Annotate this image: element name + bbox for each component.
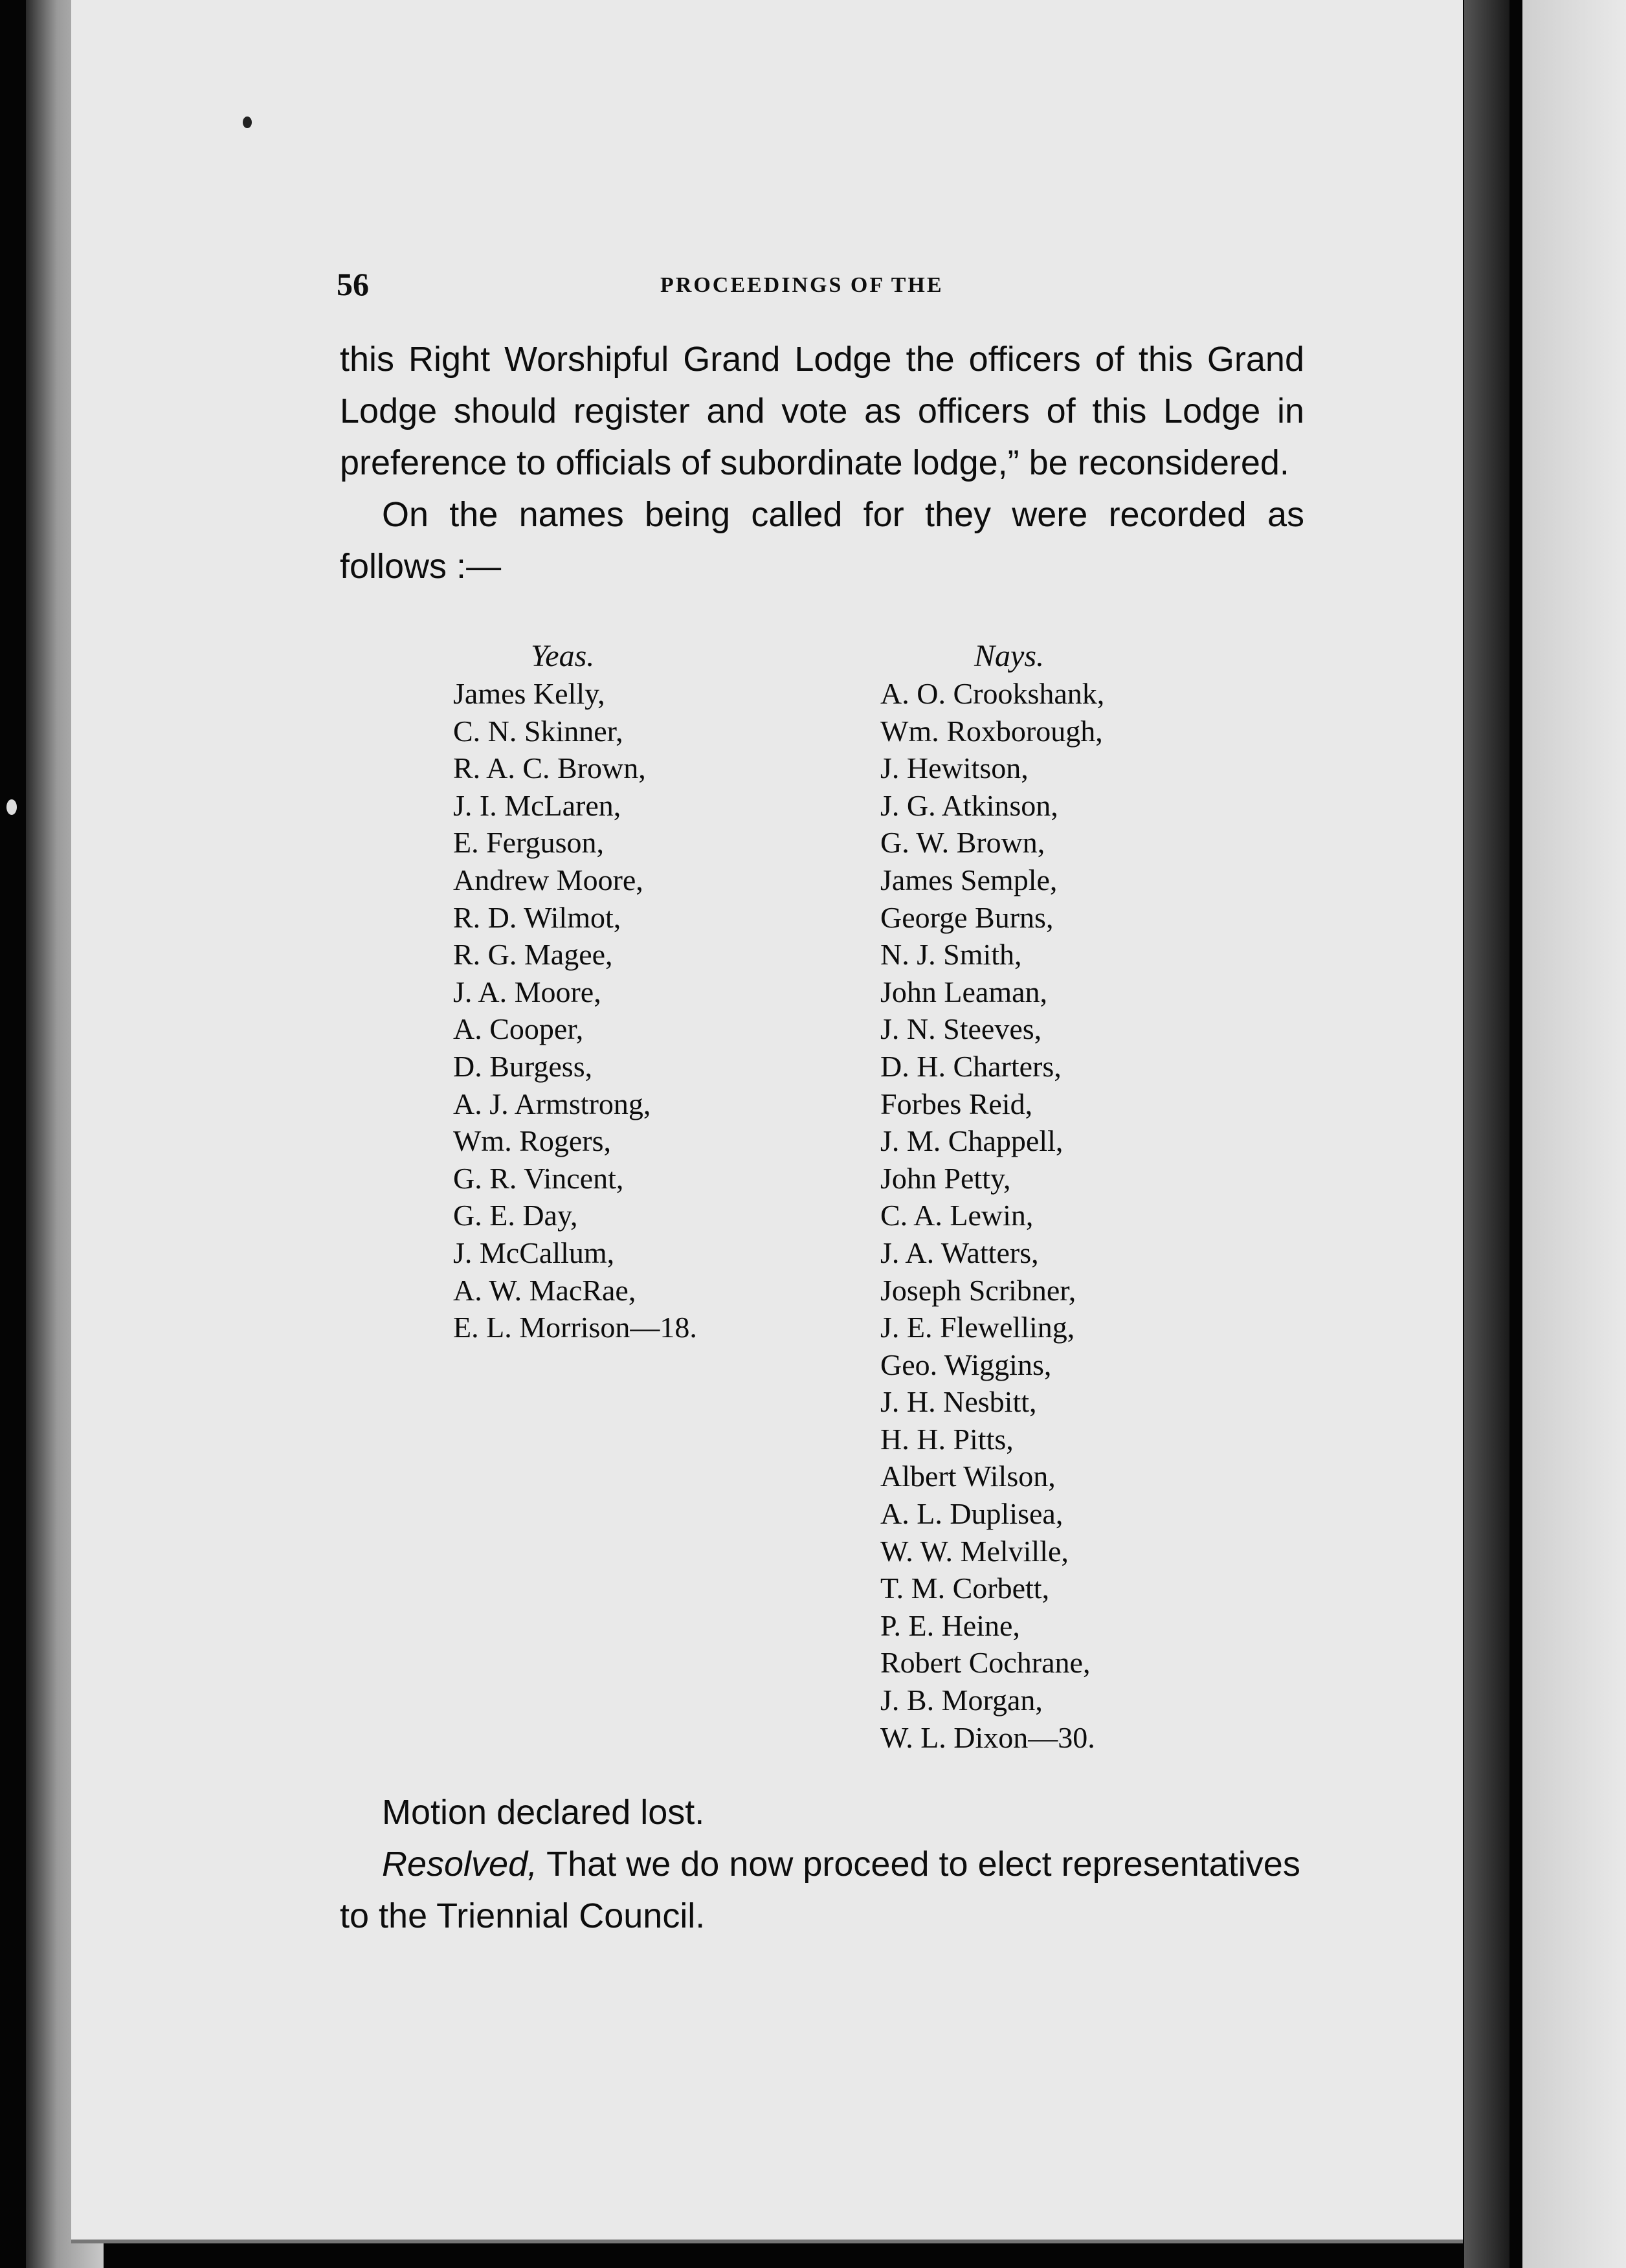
page-header bbox=[337, 265, 1295, 304]
nay-name: Joseph Scribner, bbox=[880, 1273, 1076, 1307]
nay-name: J. N. Steeves, bbox=[880, 1012, 1042, 1046]
yea-name: C. N. Skinner, bbox=[453, 714, 623, 748]
nay-name: J. Hewitson, bbox=[880, 751, 1029, 785]
yeas-list bbox=[453, 675, 893, 1346]
nay-name: J. E. Flewelling, bbox=[880, 1311, 1075, 1344]
resolution-text: That we do now proceed to elect representatives to the Triennial Council. bbox=[340, 1845, 1300, 1935]
nay-name: Albert Wilson, bbox=[880, 1460, 1056, 1493]
yea-name: E. L. Morrison—18. bbox=[453, 1311, 697, 1344]
yea-name: E. Ferguson, bbox=[453, 826, 604, 860]
motion-result: Motion declared lost. bbox=[382, 1793, 705, 1832]
body-text bbox=[340, 333, 1304, 592]
yea-name: James Kelly, bbox=[453, 677, 605, 710]
nay-name: A. L. Duplisea, bbox=[880, 1497, 1064, 1531]
yea-name: G. E. Day, bbox=[453, 1199, 578, 1232]
nay-name: J. H. Nesbitt, bbox=[880, 1385, 1037, 1419]
yeas-column bbox=[453, 638, 893, 1346]
yea-name: A. W. MacRae, bbox=[453, 1273, 636, 1307]
nay-name: J. A. Watters, bbox=[880, 1236, 1039, 1269]
yea-name: J. McCallum, bbox=[453, 1236, 615, 1269]
nay-name: W. L. Dixon—30. bbox=[880, 1720, 1095, 1754]
scan-speck bbox=[6, 799, 17, 815]
nay-name: John Petty, bbox=[880, 1161, 1011, 1195]
roll-call bbox=[453, 638, 1295, 1777]
resolved-label: Resolved, bbox=[382, 1845, 538, 1884]
nay-name: W. W. Melville, bbox=[880, 1534, 1069, 1568]
yeas-heading: Yeas. bbox=[531, 639, 595, 673]
paragraph-continuation: this Right Worshipful Grand Lodge the officers of this Grand Lodge should register and vote as officers of this Lodge in preference to officials of subordinate lodge,” be reconsidered. bbox=[340, 340, 1304, 482]
nay-name: J. G. Atkinson, bbox=[880, 788, 1058, 822]
nays-list bbox=[880, 675, 1320, 1756]
yea-name: G. R. Vincent, bbox=[453, 1161, 624, 1195]
running-head: PROCEEDINGS OF THE bbox=[660, 273, 944, 297]
nay-name: N. J. Smith, bbox=[880, 938, 1022, 972]
nay-name: P. E. Heine, bbox=[880, 1608, 1020, 1642]
yea-name: R. D. Wilmot, bbox=[453, 900, 621, 934]
nays-column bbox=[880, 638, 1320, 1756]
nay-name: Geo. Wiggins, bbox=[880, 1348, 1052, 1381]
yea-name: Wm. Rogers, bbox=[453, 1124, 612, 1158]
nay-name: Wm. Roxborough, bbox=[880, 714, 1103, 748]
nay-name: C. A. Lewin, bbox=[880, 1199, 1034, 1232]
facing-page-edge bbox=[1522, 0, 1626, 2268]
resolution bbox=[340, 1838, 1304, 1942]
gutter-shadow bbox=[1464, 0, 1509, 2268]
closing-text bbox=[340, 1786, 1304, 1942]
yea-name: J. A. Moore, bbox=[453, 975, 601, 1008]
nay-name: H. H. Pitts, bbox=[880, 1422, 1014, 1456]
nay-name: John Leaman, bbox=[880, 975, 1048, 1008]
yea-name: R. A. C. Brown, bbox=[453, 751, 646, 785]
yea-name: A. J. Armstrong, bbox=[453, 1087, 651, 1120]
yea-name: D. Burgess, bbox=[453, 1049, 593, 1083]
yea-name: A. Cooper, bbox=[453, 1012, 584, 1046]
nay-name: A. O. Crookshank, bbox=[880, 677, 1105, 710]
nay-name: Forbes Reid, bbox=[880, 1087, 1033, 1120]
nay-name: D. H. Charters, bbox=[880, 1049, 1062, 1083]
page-number: 56 bbox=[337, 266, 369, 302]
nay-name: George Burns, bbox=[880, 900, 1054, 934]
yea-name: J. I. McLaren, bbox=[453, 788, 621, 822]
paragraph-roll-intro: On the names being called for they were recorded as follows :— bbox=[340, 495, 1304, 586]
nay-name: Robert Cochrane, bbox=[880, 1646, 1091, 1680]
yea-name: Andrew Moore, bbox=[453, 863, 643, 896]
nay-name: G. W. Brown, bbox=[880, 826, 1045, 860]
nay-name: James Semple, bbox=[880, 863, 1058, 896]
yea-name: R. G. Magee, bbox=[453, 938, 613, 972]
nay-name: T. M. Corbett, bbox=[880, 1572, 1050, 1605]
scan-speck bbox=[243, 117, 252, 128]
nays-heading: Nays. bbox=[974, 639, 1044, 673]
nay-name: J. B. Morgan, bbox=[880, 1684, 1043, 1717]
nay-name: J. M. Chappell, bbox=[880, 1124, 1064, 1158]
